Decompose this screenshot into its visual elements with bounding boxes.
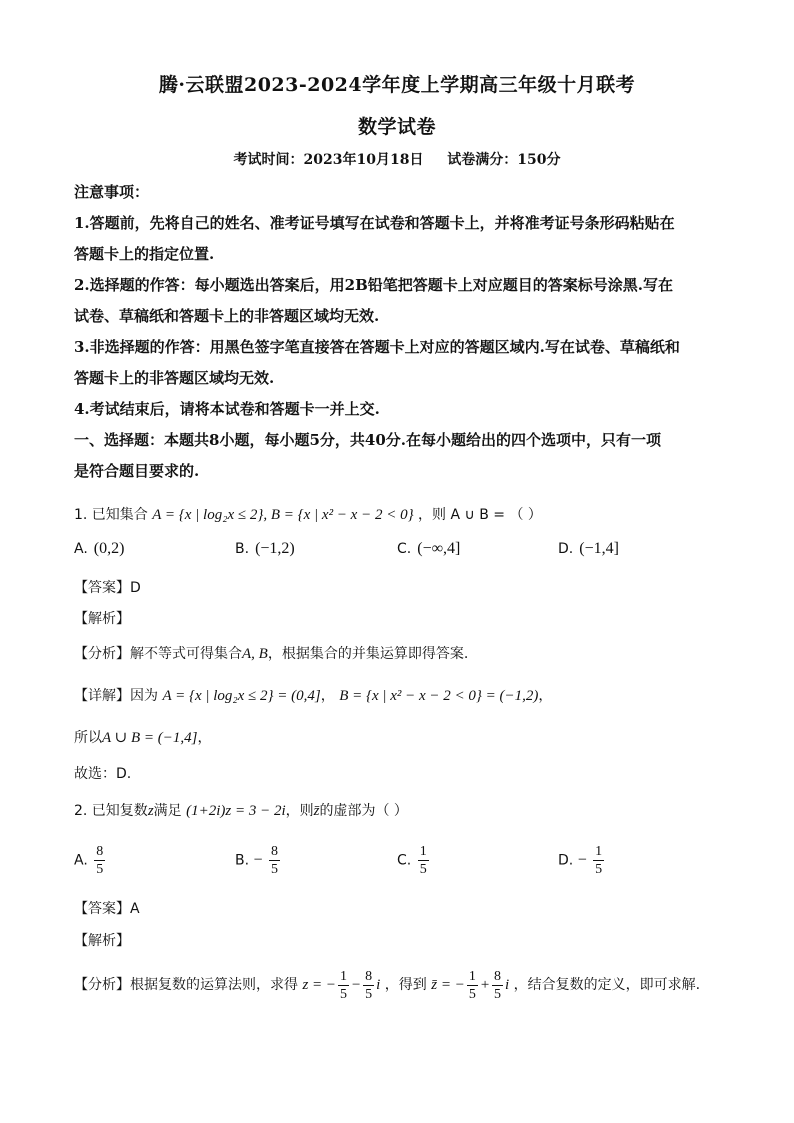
q1-option-c: C. (−∞,4] xyxy=(397,540,461,557)
note-1a: 1.答题前，先将自己的姓名、准考证号填写在试卷和答题卡上，并将准考证号条形码粘贴在 xyxy=(74,214,675,232)
exam-meta xyxy=(0,149,794,169)
note-2a: 2.选择题的作答：每小题选出答案后，用2B铅笔把答题卡上对应题目的答案标号涂黑.写在 xyxy=(74,276,674,294)
note-3a: 3.非选择题的作答：用黑色签字笔直接答在答题卡上对应的答题区域内.写在试卷、草稿纸和 xyxy=(74,338,680,356)
q1-option-d: D. (−1,4] xyxy=(558,540,619,557)
note-1b: 答题卡上的指定位置. xyxy=(74,245,215,263)
q1-stem: 1. 已知集合 A = {x | log₂x ≤ 2}, B = {x | x² − x − 2 < 0} ，则 A ∪ B = （ ） xyxy=(74,507,542,523)
q1-choose: 故选：D. xyxy=(74,766,132,782)
q1-ask: ，则 A ∪ B = （ ） xyxy=(418,507,542,523)
exam-time: 考试时间：2023年10月18日 xyxy=(233,152,424,168)
notes-heading: 注意事项： xyxy=(74,183,150,201)
q1-detail: 【详解】因为 A = {x | log₂x ≤ 2} = (0,4]， B = {x | x² − x − 2 < 0} = (−1,2)， xyxy=(74,688,553,704)
exam-subtitle: 数学试卷 xyxy=(357,116,436,138)
q1-option-a: A. (0,2) xyxy=(74,540,125,557)
q1-fenxi: 【分析】解不等式可得集合A, B，根据集合的并集运算即得答案. xyxy=(74,646,469,662)
q2-fenxi: 【分析】根据复数的运算法则，求得 z = − $\frac{1}{5}$ − $\frac{8}{5}$ i ，得到 z̄ = − $\frac{1}{5}$ + $\frac{8}{5}$ i ，结合复数的定义，即可求解. xyxy=(74,968,701,1002)
q2-answer: 【答案】A xyxy=(74,901,140,917)
q2-option-b: B. − $\frac{8}{5}$ xyxy=(235,844,278,877)
note-3b: 答题卡上的非答题区域均无效. xyxy=(74,369,275,387)
section1-line1: 一、选择题：本题共8小题，每小题5分，共40分.在每小题给出的四个选项中，只有一项 xyxy=(74,431,661,449)
q2-option-d: D. − $\frac{1}{5}$ xyxy=(558,844,603,877)
q2-option-c: C. $\frac{1}{5}$ xyxy=(397,844,427,877)
q1-analysis-tag: 【解析】 xyxy=(74,611,130,627)
section1-line2: 是符合题目要求的. xyxy=(74,462,200,480)
q1-set-b: B = {x | x² − x − 2 < 0} xyxy=(270,507,414,523)
q1-answer: 【答案】D xyxy=(74,580,141,596)
q1-prefix: 1. 已知集合 xyxy=(74,507,148,523)
q2-analysis-tag: 【解析】 xyxy=(74,933,130,949)
q1-set-a: A = {x | log₂x ≤ 2} xyxy=(152,507,264,523)
q2-stem: 2. 已知复数z满足 (1+2i)z = 3 − 2i，则z̄的虚部为（ ） xyxy=(74,803,408,819)
q1-so: 所以A ∪ B = (−1,4]， xyxy=(74,730,212,746)
exam-title: 腾·云联盟2023-2024学年度上学期高三年级十月联考 xyxy=(158,74,636,96)
note-4: 4.考试结束后，请将本试卷和答题卡一并上交. xyxy=(74,400,380,418)
note-2b: 试卷、草稿纸和答题卡上的非答题区域均无效. xyxy=(74,307,380,325)
full-score: 试卷满分：150分 xyxy=(447,152,561,168)
q1-option-b: B. (−1,2) xyxy=(235,540,295,557)
q2-option-a: A. $\frac{8}{5}$ xyxy=(74,844,104,877)
